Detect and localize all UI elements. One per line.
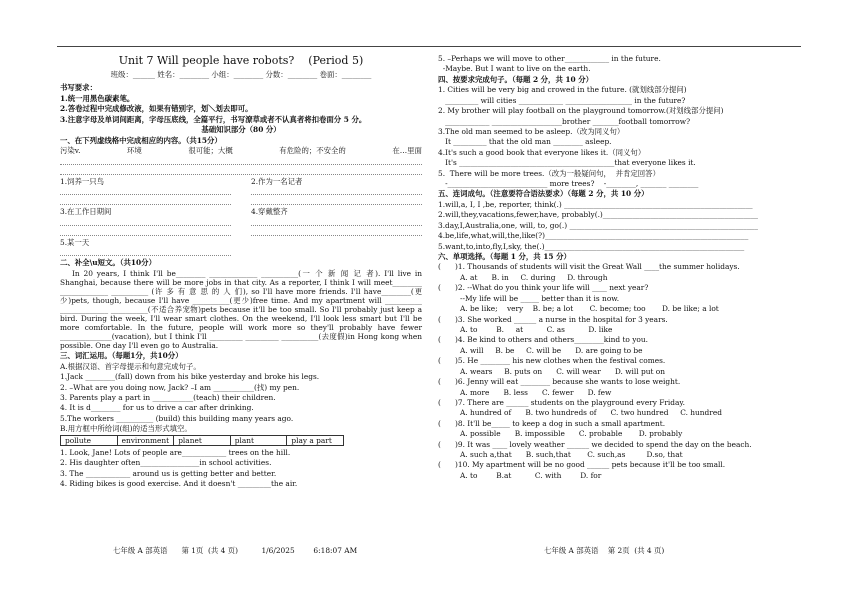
requirement-item: 3.注意字母及单词间距离，字母压底线，全篇平行，书写潦草或者不认真者将扣卷面分 5 分。 [60, 114, 367, 124]
requirement-item: 2.答卷过程中完成修改液，如果有错别字，划＼划去即可。 [60, 104, 253, 114]
mc-question: ( )7. There are ______ students on the playground every Friday. [438, 397, 685, 407]
phrase-row [60, 238, 422, 258]
writing-line[interactable] [251, 218, 422, 226]
passage-text: In 20 years, I think I'll be________ _____________ __________(一 个 新 闻 记 者). I'll live in Shanghai, because there will be more jobs in that city. As a reporter, I think I will meet________ _____________ __________ (许 多 有 意 思 的 人 们), so I'll have more friends. I'll have________(更少)pets, though, because I'll have __________(更少)free time. And my apartment will __________ _____________ __________(不适合养宠物)pets because it'll be too small. So I'll probably just keep a bird. During the week, I'll wear smart clothes. On the weekend, I'll look less smart but I'll be more comfortable. In the future, people will work more so they'll probably have fewer ______________(vacation), but I think I'll _________ _________ __________(去度假)in Hong kong when possible. One day I'll even go to Australia. [60, 268, 425, 350]
writing-line[interactable] [60, 248, 231, 256]
question-line: 1.will,a, I, I ,be, reporter, think(.) ___________________________________________________ [438, 199, 753, 209]
phrase-prompt: 2.作为一名记者 [251, 177, 303, 186]
mc-options: A. to B.at C. with D. for [460, 470, 602, 480]
question-line: 4. Riding bikes is good exercise. And it doesn't _________the air. [60, 479, 298, 489]
requirements-heading: 书写要求： [60, 83, 97, 93]
question-line: 3.The old man seemed to be asleep.（改为同义句） [438, 126, 625, 136]
writing-line[interactable] [60, 197, 231, 205]
question-line: 2. –What are you doing now, Jack? –I am ___________(找) my pen. [60, 382, 300, 392]
writing-line[interactable] [251, 197, 422, 205]
answer-line: It _________ that the old man ________ asleep. [438, 137, 612, 147]
section2-heading: 二、补全\u短文。（共10分） [60, 258, 156, 268]
mc-question: ( )2. --What do you think your life will ____ next year? [438, 283, 649, 293]
phrase-prompt: 5.某一天 [60, 237, 90, 247]
page-footer-right: 七年级 A 部英语 第 2页 (共 4 页) [544, 546, 665, 555]
vocab-item: 在…里面 [392, 145, 422, 155]
question-line: 5.The workers __________ (build) this building many years ago. [60, 413, 294, 423]
section6-heading: 六、单项选择。（每题 1 分，共 15 分） [438, 252, 571, 262]
box-word: planet [174, 436, 231, 445]
question-line: 3. The ____________ around us is getting better and better. [60, 468, 277, 478]
mc-options: A. to B. at C. as D. like [460, 324, 613, 334]
box-word: pollute [61, 436, 118, 445]
writing-line[interactable] [60, 218, 231, 226]
question-line: 3.day,I,Australia,one, will, to, go(.) ___________________________________________________ [438, 220, 758, 230]
question-line: -Maybe. But I want to live on the earth. [438, 64, 591, 74]
word-box [60, 435, 344, 446]
question-line: 1. Look, Jane! Lots of people are____________ trees on the hill. [60, 447, 291, 457]
writing-line[interactable] [60, 167, 422, 175]
mc-question: ( )8. It'll be_____ to keep a dog in such a small apartment. [438, 418, 666, 428]
answer-line: -___________________________ more trees? -________, _______ ________ [438, 179, 699, 189]
question-line: 2. My brother will play football on the playground tomorrow.(对划线部分提问) [438, 106, 724, 116]
mc-question: ( )4. Be kind to others and others________kind to you. [438, 335, 648, 345]
answer-line: ____________ ___________________brother _______football tomorrow? [438, 116, 691, 126]
mc-options: A. hundred of B. two hundreds of C. two hundred C. hundred [460, 408, 722, 418]
writing-line[interactable] [251, 228, 422, 236]
box-word: play a part [291, 435, 332, 445]
writing-line[interactable] [60, 157, 422, 165]
page-title: Unit 7 Will people have robots? (Period 5) [118, 54, 364, 67]
left-column [60, 54, 425, 554]
answer-line: _________ will cities ____________ __________________ in the future? [438, 95, 686, 105]
question-line: 4.It's such a good book that everyone likes it.（同义句） [438, 147, 646, 157]
top-rule [57, 46, 801, 47]
question-line: 4. It is d________ for us to drive a car after drinking. [60, 403, 254, 413]
question-line: 5.want,to,into,fly,I,sky, the(.)______________________________________________________ [438, 241, 745, 251]
page-footer-left: 七年级 A 部英语 第 1页 (共 4 页) 1/6/2025 6:18:07 AM [113, 546, 358, 555]
phrase-prompt: 1.饲养一只鸟 [60, 177, 105, 186]
mc-options: A. will B. be C. will be D. are going to be [460, 345, 643, 355]
section5-heading: 五、连词成句。（注意要符合语法要求）（每题 2 分，共 10 分） [438, 189, 649, 199]
mc-question: ( )3. She worked ______ a nurse in the hospital for 3 years. [438, 314, 668, 324]
section3-heading: 三、词汇运用。（每题1分，共10分） [60, 351, 183, 361]
question-line: 1. Cities will be very big and crowed in the future. (就划线部分提问) [438, 85, 687, 95]
basic-heading: 基础知识部分（80 分） [201, 125, 281, 135]
mc-options: A. more B. less C. fewer D. few [460, 387, 612, 397]
section4-heading: 四、按要求完成句子。（每题 2 分，共 10 分） [438, 74, 594, 84]
box-word: environment [118, 436, 175, 445]
writing-line[interactable] [60, 228, 231, 236]
mc-options: A. be like; very B. be; a lot C. become; too D. be like; a lot [460, 304, 719, 314]
phrase-prompt: 4.穿戴整齐 [251, 207, 288, 217]
vocab-row [60, 146, 422, 155]
right-column [438, 54, 802, 554]
mc-options: A. possible B. impossible C. probable D. probably [460, 429, 683, 439]
question-line: 1.Jack ________(fall) down from his bike yesterday and broke his legs. [60, 372, 320, 382]
partB-heading: B.用方框中所给词(组)的适当形式填空。 [60, 424, 192, 434]
mc-question: ( )10. My apartment will be no good ______ pets because it'll be too small. [438, 460, 726, 470]
vocab-item: 有危险的；不安全的 [279, 145, 346, 155]
question-line: 5. There will be more trees.（改为一般疑问句， 并肯定回答） [438, 168, 660, 178]
vocab-item: 很可能；大概 [188, 145, 233, 155]
mc-question: ( )6. Jenny will eat ________ because she wants to lose weight. [438, 377, 681, 387]
vocab-item: 环境 [127, 145, 142, 155]
question-line: 3. Parents play a part in ___________(teach) their children. [60, 393, 276, 403]
mc-question: ( )9. It was ____ lovely weather ______ we decided to spend the day on the beach. [438, 439, 752, 449]
writing-line[interactable] [251, 187, 422, 195]
vocab-item: 污染v. [60, 145, 81, 155]
mc-question: ( )1. Thousands of students will visit the Great Wall ____the summer holidays. [438, 262, 740, 272]
question-line: 4.be,life,what,will,the,like(?)_______________________________________________________ [438, 231, 749, 241]
mc-question: ( )5. He ________ his new clothes when the festival comes. [438, 356, 666, 366]
mc-options: --My life will be _____ better than it is now. [460, 293, 620, 303]
question-line: 2. His daughter often________________in school activities. [60, 458, 272, 468]
writing-line[interactable] [60, 187, 231, 195]
requirement-item: 1.统一用黑色碳素笔。 [60, 93, 135, 103]
mc-options: A. at B. in C. during D. through [460, 272, 608, 282]
question-line: 5. –Perhaps we will move to other____________ in the future. [438, 54, 661, 63]
phrase-prompt: 3.在工作日期间 [60, 207, 112, 217]
question-line: 2.will,they,vacations,fewer,have, probably(.)__________________________________________ [438, 210, 759, 220]
phrase-row [60, 207, 422, 237]
section1-heading: 一、在下列虚线格中完成相应的内容。（共15分） [60, 135, 222, 145]
phrase-row [60, 177, 422, 207]
answer-line: It's __________________________________________that everyone likes it. [438, 158, 696, 168]
student-info-line: 班级：______ 姓名：________ 小组：________ 分数：________ 卷面：________ [110, 70, 372, 80]
box-word: plant [231, 436, 288, 445]
mc-options: A. such a,that B. such,that C. such,as D.so, that [460, 450, 683, 460]
partA-heading: A.根据汉语、首字母提示和句意完成句子。 [60, 361, 201, 371]
mc-options: A. wears B. puts on C. will wear D. will put on [460, 366, 665, 376]
